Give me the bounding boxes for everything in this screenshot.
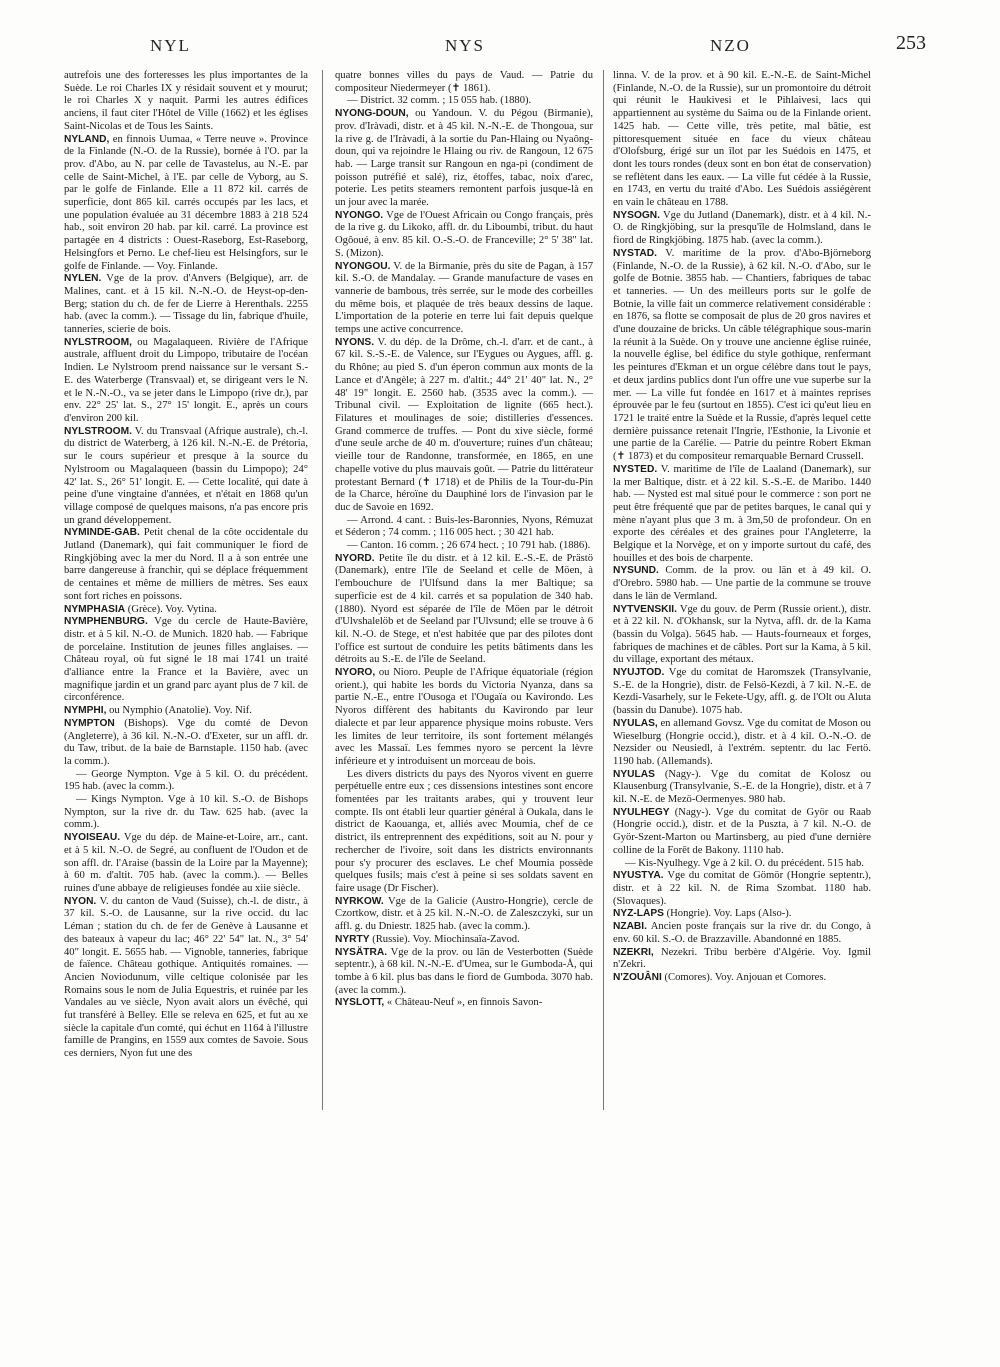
entry-headword: NYMPHASIA [64,603,126,615]
column-divider-1 [322,70,323,1110]
page-number: 253 [896,32,926,54]
entry-headword: NYSUND. [613,565,659,577]
entry-headword: NYORO, [335,667,376,679]
dictionary-entry [335,947,593,998]
entry-text: Vge de l'Ouest Africain ou Congo français, près de la rive g. du Likoko, affl. dr. du Liboumbi, tribut. du haut Ogôoué, à env. 85 kil. O.-S.-O. de Franceville; 2° 5' 38" lat. S. (Mizon). [335,209,593,259]
entry-text: V. de la Birmanie, près du site de Pagan, à 157 kil. S.-O. de Mandalay. — Grande manufacture de vases en vannerie de bambous, très serrée, sur le mode des corbeilles du même bois, et plaquée de très beaux dessins de laque. L'importation de la poterie en terre lui fait depuis quelque temps une active concurrence. [335,260,593,336]
entry-text: autrefois une des forteresses les plus importantes de la Suède. Le roi Charles IX y résidait souvent et y mourut; le roi Charles X y naquit. Parmi les autres édifices anciens, il faut citer l'Hôtel de Ville (1662) et les églises Saint-Nicolas et de Tous les Saints. [64,70,308,132]
header-center-guideword: NYS [445,36,486,55]
dictionary-entry [335,896,593,934]
dictionary-entry [335,934,593,947]
dictionary-entry [613,870,871,908]
entry-text: — District. 32 comm. ; 15 055 hab. (1880). [347,95,532,107]
entry-text: V. maritime de la prov. d'Abo-Björneborg (Finlande, N.-O. de la Russie), à 62 kil. N.-O. d'Abo, sur le golfe de Botnie. 3855 hab. — Chantiers, fabriques de tabac et tanneries. — Un des meilleurs ports sur le golfe de Botnie, la ville fait un commerce relativement considérable : en 1876, sa flotte se composait de plus de 20 gros navires et d'une douzaine de bricks. Un câble télégraphique sous-marin la réunit à la Suède. On y trouve une ancienne église ruinée, la nouvelle église, bel édifice du style gothique, renfermant les peintures d'Ekman et un orgue célèbre dans tout le pays, et deux jardins publics dont l'un offre une vue superbe sur la mer. — La ville fut fondée en 1617 et à maintes reprises éprouvée par le feu (surtout en 1855). C'est ici qu'eut lieu en 1721 le traité entre la Suède et la Russie, d'après lequel cette dernière puissance retenait l'Ingrie, l'Esthonie, la Livonie et une partie de la Carélie. — Patrie du peintre Robert Ekman (✝ 1873) et du compositeur remarquable Bernard Crussell. [613,247,871,463]
dictionary-entry [335,515,593,540]
entry-headword: NYMPHI, [64,705,107,717]
dictionary-entry [64,134,308,274]
dictionary-entry [335,261,593,337]
entry-headword: NYULHEGY [613,806,670,818]
header-right-guideword: NZO [710,36,751,55]
dictionary-entry [64,705,308,718]
entry-text: V. du canton de Vaud (Suisse), ch.-l. de distr., à 37 kil. S.-O. de Lausanne, sur la rive occid. du lac Léman ; station du ch. de fer de Genève à Lausanne et des bateaux à vapeur du lac; 46° 22' 54" lat. N., 3° 54' 40" longit. E. 5655 hab. — Vignoble, tanneries, fabrique de faïence. Château gothique. Antiquités romaines. — Ancien Noviodunum, ville celtique colonisée par les Romains sous le nom de Julia Equestris, et ruinée par les Vandales au ve siècle, Nyon avait alors un évêché, qui fut transféré à Belley. Elle se releva en 625, et fut au xe siècle la capitale d'un comté, qui échut en 1164 à l'illustre famille de Prangins, en 1559 aux comtes de Savoie. Sous ces derniers, Nyon fut une des [64,895,308,1060]
entry-text: en finnois Uumaa, « Terre neuve ». Province de la Finlande (N.-O. de la Russie), bornée à l'O. par la prov. d'Abo, au N. par celle de Tavastelus, au N.-E. par celle de Saint-Michel, à l'E. par celle de Vyborg, au S. par le golfe de Finlande. Elle a 11 872 kil. carrés de superficie, dont 865 kil. carrés occupés par les lacs, et une population évaluée au 31 décembre 1883 à 218 524 hab., soit environ 20 hab. par kil. carré. La province est partagée en 4 districts : Ouest-Raseborg, Est-Raseborg, Helsingfors et Perno. Le chef-lieu est Helsingfors, sur le golfe de Finlande. — Voy. Finlande. [64,133,308,272]
entry-text: Les divers districts du pays des Nyoros vivent en guerre perpétuelle entre eux ; ces dissensions intestines sont encore fomentées par les traitants arabes, qui y trouvent leur compte. Ils ont établi leur quartier général à Oukala, dans le district de Kaouanga, et, alliés avec Moumia, chef de ce district, ils entreprennent des expéditions, soit au N. pour y rechercher de l'ivoire, soit dans les districts environnants pour s'y procurer des esclaves. Le chef Moumia possède quelques fusils; mais c'est à peine si ses soldats savent en faire usage (Dr Fischer). [335,768,593,894]
entry-headword: NYONS. [335,336,375,348]
dictionary-entry [335,667,593,769]
entry-text: (Nagy-). Vge du comitat de Györ ou Raab (Hongrie occid.), distr. et de la Puszta, à 7 kil. N.-O. de Györ-Szent-Marton ou Martinsberg, au pied d'une dernière colline de la Forêt de Bakony. 1110 hab. [613,806,871,856]
entry-headword: NYULAS [613,768,655,780]
dictionary-entry [613,70,871,210]
entry-text: ou Nioro. Peuple de l'Afrique équatoriale (région orient.), qui habite les bords du Victoria Nyanza, dans sa partie N.-E., entre l'Ousoga et l'Ougaïa ou Kavirondo. Les Nyoros diffèrent des habitants du Kavirondo par leur dialecte et par leur apparence physique moins robuste. Vers les limites de leur territoire, ils sont fortement mélangés avec les Massaï. Les femmes nyoro se percent la lèvre inférieure et y introduisent un morceau de bois. [335,667,593,767]
entry-text: ou Yandoun. V. du Pégou (Birmanie), prov. d'Iràvadi, distr. et à 45 kil. N.-N.-E. de Thongoua, sur la rive g. de l'Iràvadi, à la sortie du Pan-Hlaing ou Nyaông-doun, qui va rejoindre le Hlaing ou riv. de Rangoun, 12 675 hab. — Large transit sur Rangoun en nga-pi (condiment de poisson putréfié et salé), riz, étoffes, tabac, noix d'arec, poterie. Les petits steamers remontent parfois jusque-là en un jour avec la marée. [335,108,593,209]
dictionary-entry [335,337,593,515]
entry-text: (Russie). Voy. Miochinsaïa-Zavod. [372,933,520,945]
entry-text: Petite île du distr. et à 12 kil. E.-S.-E. de Prästö (Danemark), entre l'île de Seeland et celle de Möen, à l'embouchure de l'Ulfsund dans la mer Baltique; sa superficie est de 4 kil. carrés et sa population de 340 hab. (1880). Nyord est séparée de l'île de Möen par le détroit d'Ulvshalelöb et de Seeland par l'Ulvsund; elle se trouve à 6 kil. N.-O. de Stege, et n'est habitée que par des pilotes dont l'office est surtout de conduire les petits bâtiments dans les détroits au S.-E. de l'île de Seeland. [335,552,593,666]
entry-headword: NYSOGN. [613,209,660,221]
dictionary-entry [335,997,593,1010]
entry-headword: NYLSTROOM. [64,425,132,437]
entry-text: Ancien poste français sur la rive dr. du Congo, à env. 60 kil. S.-O. de Brazzaville. Abandonné en 1885. [613,921,871,945]
dictionary-entry [64,527,308,603]
entry-headword: NYZ-LAPS [613,908,664,920]
entry-text: ou Nymphio (Anatolie). Voy. Nif. [109,705,252,717]
entry-text: (Grèce). Voy. Vytina. [127,603,217,615]
entry-headword: NYRKOW. [335,895,384,907]
dictionary-entry [64,273,308,337]
entry-headword: NYORD. [335,552,375,564]
dictionary-entry [613,921,871,946]
entry-text: (Hongrie). Voy. Laps (Also-). [666,908,792,920]
header-left-guideword: NYL [150,36,191,55]
entry-text: (Bishops). Vge du comté de Devon (Angleterre), à 36 kil. N.-N.-O. d'Exeter, sur un affl. dr. du Taw, tribut. de la baie de Barnstaple. 1150 hab. (avec la comm.). [64,717,308,767]
entry-text: Nezekri. Tribu berbère d'Algérie. Voy. Igmil n'Zekri. [613,946,871,971]
entry-text: Vge du comitat de Gömör (Hongrie septentr.), distr. et à 22 kil. N. de Rima Szombat. 1180 hab. (Slovaques). [613,870,871,907]
text-column-2 [335,70,593,1115]
dictionary-entry [64,70,308,134]
dictionary-entry [613,769,871,807]
entry-headword: NYRTY [335,933,370,945]
dictionary-entry [613,667,871,718]
running-header [150,22,926,62]
entry-text: Vge de la prov. ou län de Vesterbotten (Suède septentr.), à 68 kil. N.-N.-E. d'Umea, sur le Gumboda-Å, qui tombe à 6 kil. plus bas dans le fiord de Gumboda. 3070 hab. (avec la comm.). [335,946,593,996]
dictionary-entry [64,896,308,1061]
dictionary-entry [64,794,308,832]
entry-headword: NYUJTOD. [613,667,665,679]
entry-text: — Arrond. 4 cant. : Buis-les-Baronnies, Nyons, Rémuzat et Séderon ; 74 comm. ; 116 005 hect. ; 30 421 hab. [335,514,593,539]
dictionary-entry [613,972,871,985]
entry-text: Vge du gouv. de Perm (Russie orient.), distr. et à 22 kil. N. d'Okhansk, sur la Nytva, affl. dr. de la Kama (bassin du Volga). 5645 hab. — Hauts-fourneaux et forges, fabriques de machines et de câbles. Port sur la Kama, à 5 kil. du village, exportant des métaux. [613,603,871,666]
entry-text: — Canton. 16 comm. ; 26 674 hect. ; 10 791 hab. (1886). [347,540,591,552]
entry-headword: NYLAND, [64,133,110,145]
entry-text: — Kings Nympton. Vge à 10 kil. S.-O. de Bishops Nympton, sur la rive dr. du Taw. 625 hab. (avec la comm.). [64,794,308,831]
dictionary-entry [64,604,308,617]
dictionary-entry [64,769,308,794]
entry-headword: NYSTAD. [613,247,657,259]
entry-headword: NYMPTON [64,717,115,729]
entry-headword: NYMPHENBURG. [64,616,148,628]
entry-text: Vge de la prov. d'Anvers (Belgique), arr. de Malines, cant. et à 15 kil. N.-N.-O. de Heyst-op-den-Berg; station du ch. de fer de Lierre à Herenthals. 2255 hab. (avec la comm.). — Tissage du lin, fabrique d'huile, tanneries, scierie de bois. [64,273,308,336]
text-column-1 [64,70,308,1115]
dictionary-entry [335,95,593,108]
entry-headword: NYULAS, [613,717,658,729]
entry-text: — Kis-Nyulhegy. Vge à 2 kil. O. du précédent. 515 hab. [625,857,864,869]
dictionary-entry [64,337,308,426]
entry-text: V. du Transvaal (Afrique australe), ch.-l. du district de Waterberg, à 126 kil. N.-N.-E. de Prétoria, sur le cours supérieur et presque à la source du Nylstroom ou Magalaqueen (bassin du Limpopo); 24° 42' lat. S., 26° 51' longit. E. — Cette localité, qui date à peine d'une vingtaine d'années, et n'était en 1868 qu'un village composé de quelques maisons, n'a pas encore pris un grand développement. [64,425,308,526]
entry-text: ou Magalaqueen. Rivière de l'Afrique australe, affluent droit du Limpopo, tributaire de l'océan Indien. Le Nylstroom prend naissance sur le versant S.-E. des Waterberge (Transvaal) et, se dirigeant vers le N. et le N.-N.-O., va se jeter dans le Limpopo (rive dr.), par env. 22° 25' lat. S., 27° 15' longit. E., après un cours d'environ 200 kil. [64,336,308,424]
entry-text: — George Nympton. Vge à 5 kil. O. du précédent. 195 hab. (avec la comm.). [64,768,308,793]
dictionary-entry [613,210,871,248]
entry-headword: NYONGO. [335,209,384,221]
entry-headword: NYTVENSKII. [613,603,677,615]
dictionary-entry [613,858,871,871]
dictionary-entry [335,540,593,553]
entry-headword: NYSTED. [613,463,658,475]
entry-text: Vge du cercle de Haute-Bavière, distr. et à 5 kil. N.-O. de Munich. 1820 hab. — Fabrique de porcelaine. Institution de jeunes filles anglaises. — Château royal, où fut signé le 18 mai 1741 un traité d'alliance entre la France et la Bavière, avec un magnifique jardin et un grand parc ayant plus de 7 kil. de circonférence. [64,616,308,704]
entry-headword: N'ZOUÂNI [613,971,662,983]
entry-text: (Nagy-). Vge du comitat de Kolosz ou Klausenburg (Transylvanie, S.-E. de la Hongrie), distr. et à 7 kil. N.-E. de Mezö-Oermenyes. 980 hab. [613,768,871,806]
dictionary-entry [613,604,871,668]
entry-text: Vge de la Galicie (Austro-Hongrie), cercle de Czortkow, distr. et à 25 kil. N.-N.-O. de Zaleszczyki, sur un affl. g. du Dniestr. 1825 hab. (avec la comm.). [335,895,593,933]
entry-headword: NYON. [64,895,97,907]
dictionary-entry [613,248,871,464]
entry-text: V. maritime de l'île de Laaland (Danemark), sur la mer Baltique, distr. et à 22 kil. S.-S.-E. de Maribo. 1440 hab. — Nysted est mal situé pour le commerce : son port ne peut être fréquenté que par de petites barques, le canal qui y mène n'ayant plus que 3 m. à 3m,50 de profondeur. On en exporte des céréales et des graines pour l'Angleterre, la Belgique et la Norvège, et on y importe surtout du café, des houilles et des bois de charpente. [613,463,871,564]
column-divider-2 [603,70,604,1110]
dictionary-entry [335,210,593,261]
entry-text: Petit chenal de la côte occidentale du Jutland (Danemark), qui fait communiquer le fiord de Ringkjöbing avec la mer du Nord. Il a à son entrée une barre dangereuse à franchir, qui se déplace fréquemment de centaines et même de milliers de mètres. Ses eaux sont fort riches en poissons. [64,527,308,602]
dictionary-entry [335,769,593,896]
entry-headword: NZABI. [613,921,647,933]
entry-headword: NZEKRI, [613,946,654,958]
dictionary-entry [613,908,871,921]
entry-headword: NYSÄTRA. [335,946,388,958]
text-column-3 [613,70,871,1115]
entry-text: Vge du comitat de Haromszek (Transylvanie, S.-E. de la Hongrie), distr. de Felsö-Kezdi, à 7 kil. N.-E. de Kezdi-Vasarhely, sur le Fekete-Ugy, affl. g. de l'Olt ou Aluta (bassin du Danube). 1075 hab. [613,667,871,717]
entry-text: Vge du dép. de Maine-et-Loire, arr., cant. et à 5 kil. N.-O. de Segré, au confluent de l'Oudon et de son affl. dr. l'Araise (bassin de la Loire par la Mayenne); à 60 m. d'altit. 705 hab. (avec la comm.). — Belles ruines d'une abbaye de religieuses fondée au xiie siècle. [64,832,308,894]
entry-headword: NYONG-DOUN, [335,108,409,120]
dictionary-entry [613,565,871,603]
dictionary-entry [64,718,308,769]
entry-headword: NYUSTYA. [613,870,664,882]
entry-headword: NYLEN. [64,273,102,285]
entry-headword: NYONGOU. [335,260,391,272]
dictionary-entry [64,616,308,705]
dictionary-entry [64,426,308,528]
entry-text: (Comores). Voy. Anjouan et Comores. [664,971,827,983]
entry-headword: NYMINDE-GAB. [64,527,140,539]
entry-text: linna. V. de la prov. et à 90 kil. E.-N.-E. de Saint-Michel (Finlande, N.-O. de la Russie), sur un promontoire du détroit qui réunit le Haukivesi et le Pihlaivesi, lacs qui appartiennent au système du Saima ou de la Finlande orient. 1425 hab. — Cette ville, très petite, mal bâtie, est pittoresquement située en face du vieux château d'Olofsburg, érigé sur un îlot par les Suédois en 1475, et dont les tours rondes (deux sont en bon état de conservation) se reflètent dans les eaux. — La ville fut cédée à la Russie, en 1743, en vertu du traité d'Abo. Les Suédois assiégèrent en vain le château en 1788. [613,70,871,209]
dictionary-entry [335,553,593,667]
entry-text: en allemand Govsz. Vge du comitat de Moson ou Wieselburg (Hongrie occid.), distr. et à 4 kil. O.-N.-O. de Nezsider ou Neusiedl, à l'extrém. septentr. du lac Fertö. 1190 hab. (Allemands). [613,717,871,767]
entry-text: V. du dép. de la Drôme, ch.-l. d'arr. et de cant., à 67 kil. S.-S.-E. de Valence, sur l'Eygues ou Aygues, affl. g. du Rhône; au pied S. d'un éperon commun aux monts de la Lance et d'Angèle; à 227 m. d'altit.; 44° 21' 40" lat. N., 2° 48' 19" longit. E. 2560 hab. (3535 avec la comm.). — Tribunal civil. — Exploitation de lignite (665 hect.). Filatures et moulinages de soie; distilleries d'essences. Grand commerce de truffes. — Pont du xive siècle, formé d'une seule arche de 40 m. d'ouverture; ruines d'un château; vieille tour de Randonne, transformée, en 1865, en une chapelle votive du plus mauvais goût. — Patrie du littérateur protestant Bernard (✝ 1718) et de Philis de la Tour-du-Pin de la Charce, héroïne du Dauphiné lors de l'invasion par le duc de Savoie en 1692. [335,336,593,513]
entry-text: « Château-Neuf », en finnois Savon- [386,997,543,1009]
dictionary-entry [613,947,871,972]
entry-headword: NYSLOTT, [335,997,385,1009]
dictionary-entry [613,464,871,566]
entry-text: Vge du Jutland (Danemark), distr. et à 4 kil. N.-O. de Ringkjöbing, sur la presqu'île de Holmsland, dans le fiord de Ringkjöbing. 1875 hab. (avec la comm.). [613,209,871,247]
dictionary-entry [613,718,871,769]
entry-text: quatre bonnes villes du pays de Vaud. — Patrie du compositeur Niedermeyer (✝ 1861). [335,70,593,94]
dictionary-entry [335,70,593,95]
dictionary-entry [335,108,593,210]
entry-headword: NYOISEAU. [64,832,121,844]
dictionary-entry [613,807,871,858]
dictionary-entry [64,832,308,896]
entry-text: Comm. de la prov. ou län et à 49 kil. O. d'Orebro. 5980 hab. — Une partie de la commune se trouve dans le län de Vermland. [613,565,871,602]
entry-headword: NYLSTROOM, [64,336,132,348]
